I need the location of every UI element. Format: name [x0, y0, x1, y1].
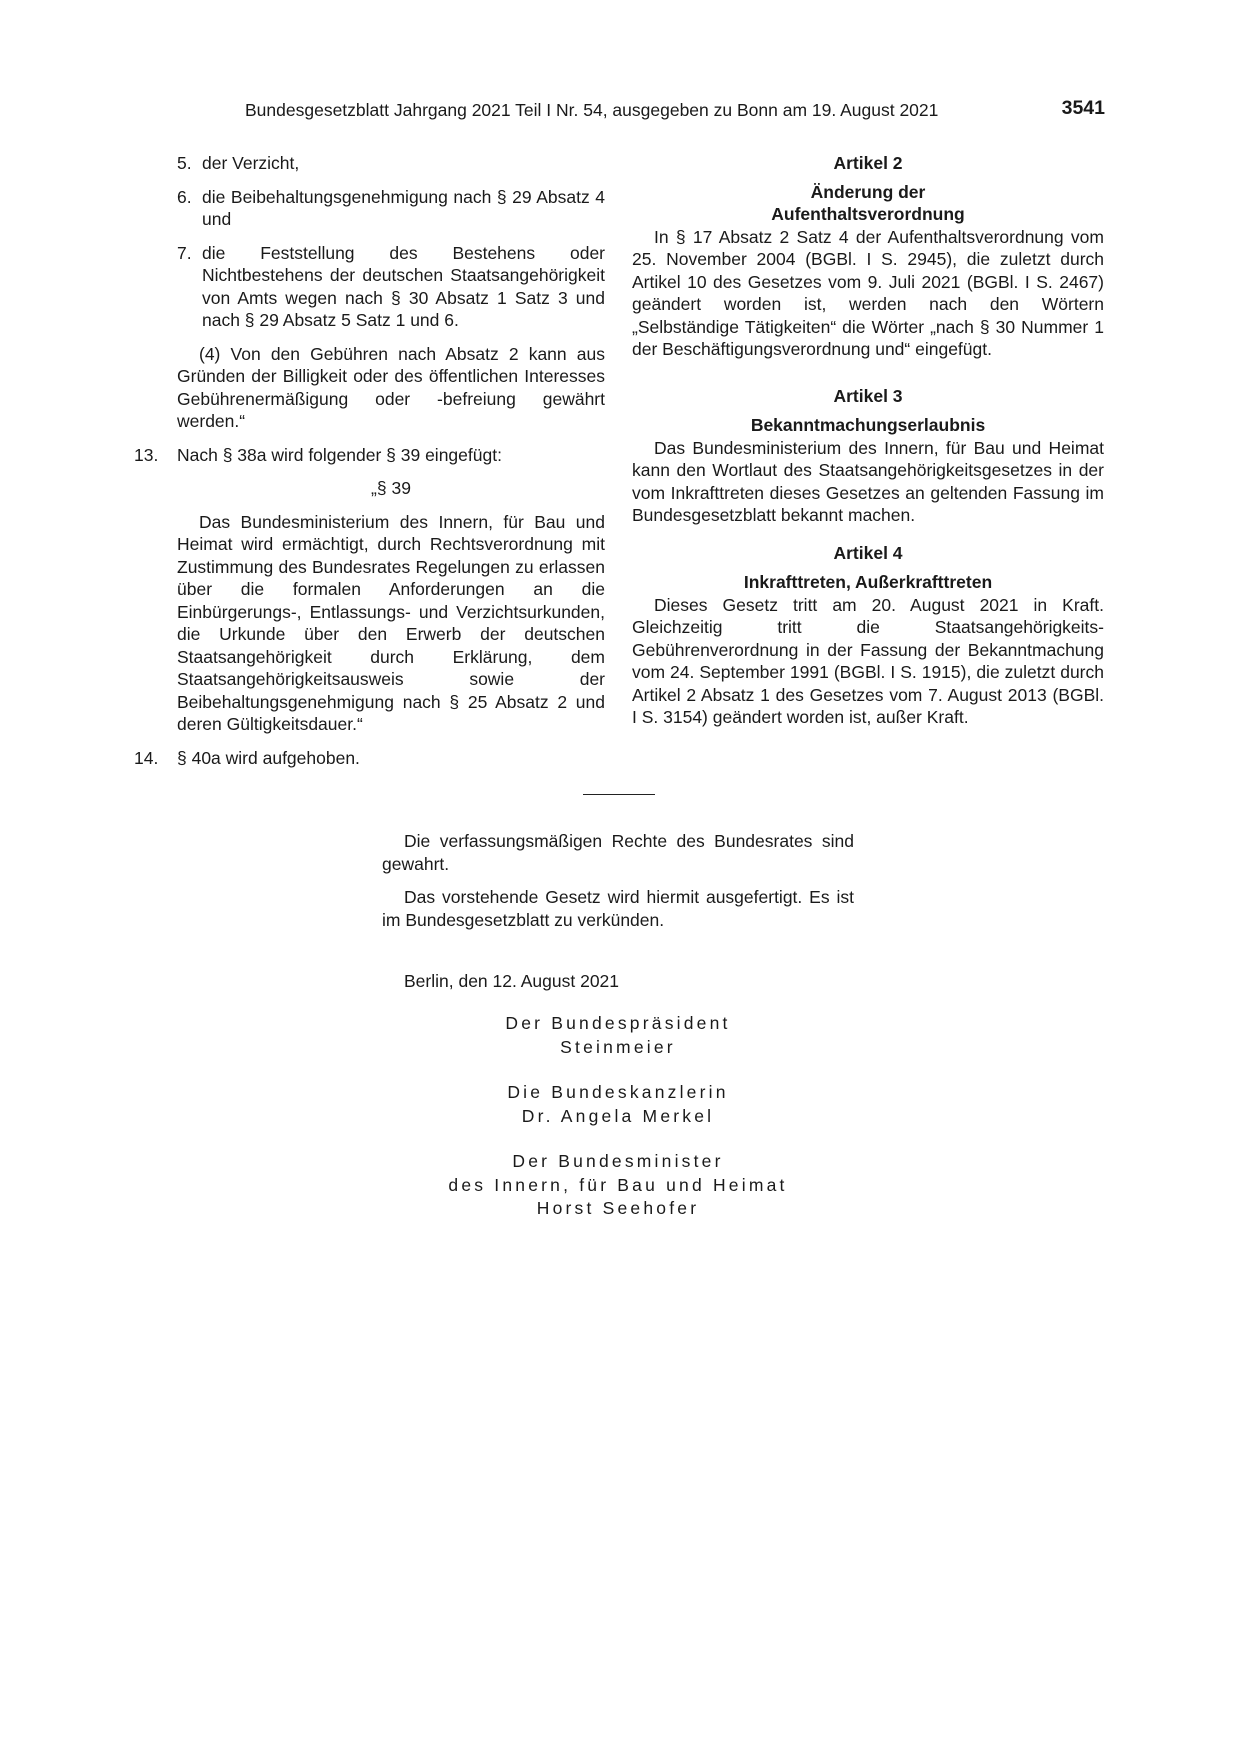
- signature-block-president: [382, 1012, 854, 1059]
- signature-block-minister: [382, 1150, 854, 1221]
- item-number: 14.: [134, 747, 159, 768]
- article-3-label: Artikel 3: [833, 385, 903, 406]
- item-text: § 40a wird aufgehoben.: [177, 747, 360, 768]
- item-number: 6.: [177, 186, 192, 207]
- gazette-header-title: Bundesgesetzblatt Jahrgang 2021 Teil I Nr. 54, ausgegeben zu Bonn am 19. August 2021: [245, 100, 939, 120]
- list-item: [177, 186, 605, 231]
- amendment-item-14: [134, 747, 605, 770]
- article-2-label: Artikel 2: [833, 153, 903, 173]
- article-4-title: Inkrafttreten, Außerkrafttreten: [743, 572, 993, 592]
- section-39-text: Das Bundesministerium des Innern, für Bau und Heimat wird ermächtigt, durch Rechtsverordnung mit Zustimmung des Bundesrates Regelungen zu erlassen über die formalen Anforderungen an die Einbürgerungs-, Entlassungs- und Verzichtsurkunden, die Urkunde über den Erwerb der deutschen Staatsangehörigkeit durch Erklärung, dem Staatsangehörigkeitsausweis sowie der Beibehaltungsgenehmigung nach § 25 Absatz 2 und deren Gültigkeitsdauer.“: [177, 511, 605, 734]
- signature-name: Dr. Angela Merkel: [521, 1105, 715, 1126]
- list-item: [177, 152, 605, 175]
- item-number: 13.: [134, 444, 159, 465]
- section-39-heading: „§ 39: [371, 478, 411, 498]
- amendment-item-13: [134, 444, 605, 467]
- signature-role: Der Bundespräsident: [505, 1013, 731, 1033]
- item-number: 7.: [177, 242, 192, 263]
- left-column: [134, 152, 605, 780]
- running-header: [245, 99, 1105, 125]
- article-2-text: In § 17 Absatz 2 Satz 4 der Aufenthaltsverordnung vom 25. November 2004 (BGBl. I S. 2945), die zuletzt durch Artikel 10 des Gesetzes vom 9. Juli 2021 (BGBl. I S. 2467) geändert worden ist, werden nach den Wörtern „Selbständige Tätigkeiten“ die Wörter „nach § 30 Nummer 1 der Beschäftigungsverordnung und“ eingefügt.: [632, 226, 1104, 359]
- article-4-text: Dieses Gesetz tritt am 20. August 2021 in Kraft. Gleichzeitig tritt die Staatsangehörigkeits-Gebührenverordnung in der Fassung der Bekanntmachung vom 24. September 1991 (BGBl. I S. 1915), die zuletzt durch Artikel 2 Absatz 1 des Gesetzes vom 7. August 2013 (BGBl. I S. 3154) geändert worden ist, außer Kraft.: [632, 594, 1104, 727]
- article-2-title-line1: Änderung der: [810, 181, 926, 202]
- article-2-title-line2: Aufenthaltsverordnung: [771, 204, 965, 224]
- right-column: [632, 152, 1104, 740]
- sub-item-list: [134, 152, 605, 332]
- article-3-text: Das Bundesministerium des Innern, für Bau und Heimat kann den Wortlaut des Staatsangehörigkeitsgesetzes in der vom Inkrafttreten dieses Gesetzes an geltenden Fassung im Bundesgesetzblatt bekannt machen.: [632, 437, 1104, 525]
- signature-name: Horst Seehofer: [536, 1198, 700, 1218]
- signature-block-chancellor: [382, 1081, 854, 1128]
- item-text: die Feststellung des Bestehens oder Nichtbestehens der deutschen Staatsangehörigkeit von Amts wegen nach § 30 Absatz 1 Satz 3 und nach § 29 Absatz 5 Satz 1 und 6.: [202, 242, 605, 330]
- item-text: Nach § 38a wird folgender § 39 eingefügt:: [177, 444, 502, 465]
- signature-role: Die Bundeskanzlerin: [507, 1082, 729, 1102]
- section-divider: [583, 794, 655, 795]
- closing-formula: [382, 830, 854, 942]
- item-text: die Beibehaltungsgenehmigung nach § 29 Absatz 4 und: [202, 186, 605, 229]
- article-4-label: Artikel 4: [833, 542, 903, 563]
- signature-name: Steinmeier: [560, 1036, 676, 1057]
- signature-role-line2: des Innern, für Bau und Heimat: [448, 1174, 788, 1195]
- item-number: 5.: [177, 153, 192, 173]
- closing-paragraph-1: Die verfassungsmäßigen Rechte des Bundesrates sind gewahrt.: [382, 831, 854, 874]
- signature-role: Der Bundesminister: [512, 1151, 724, 1171]
- place-and-date: Berlin, den 12. August 2021: [404, 971, 620, 991]
- article-3-title: Bekanntmachungserlaubnis: [750, 415, 986, 435]
- page-number: 3541: [1061, 97, 1105, 119]
- closing-paragraph-2: Das vorstehende Gesetz wird hiermit ausgefertigt. Es ist im Bundesgesetzblatt zu verkünden.: [382, 887, 854, 930]
- paragraph-4: (4) Von den Gebühren nach Absatz 2 kann aus Gründen der Billigkeit oder des öffentlichen Interesses Gebührenermäßigung oder -befreiung gewährt werden.“: [177, 343, 605, 431]
- item-text: der Verzicht,: [202, 153, 300, 173]
- list-item: [177, 242, 605, 332]
